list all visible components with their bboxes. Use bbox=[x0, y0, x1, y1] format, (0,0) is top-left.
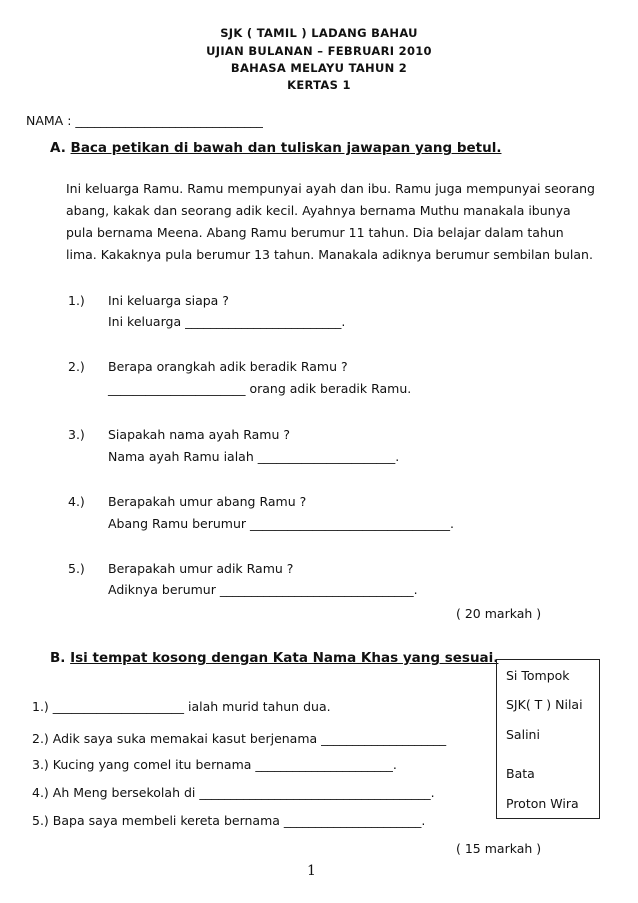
section-b-heading bbox=[50, 650, 498, 666]
section-b-marks: ( 15 markah ) bbox=[456, 841, 542, 856]
passage-line: lima. Kakaknya pula berumur 13 tahun. Manakala adiknya berumur sembilan bulan. bbox=[66, 247, 593, 262]
section-b-title: Isi tempat kosong dengan Kata Nama Khas yang sesuai. bbox=[70, 650, 499, 666]
word-bank-item: Salini bbox=[506, 727, 540, 742]
word-bank-item: Proton Wira bbox=[506, 796, 579, 811]
section-b-letter: B. bbox=[50, 650, 66, 666]
word-bank-item: Si Tompok bbox=[506, 668, 570, 683]
word-bank-item: SJK( T ) Nilai bbox=[506, 697, 583, 712]
fill-in-item[interactable]: 4.) Ah Meng bersekolah di _____________________________________. bbox=[32, 785, 435, 800]
question-text: Berapakah umur adik Ramu ? bbox=[108, 561, 294, 576]
section-a-title: Baca petikan di bawah dan tuliskan jawapan yang betul. bbox=[70, 140, 502, 156]
question-number: 5.) bbox=[68, 561, 85, 576]
answer-line[interactable]: Nama ayah Ramu ialah ______________________. bbox=[108, 449, 400, 464]
passage-line: pula bernama Meena. Abang Ramu berumur 11 tahun. Dia belajar dalam tahun bbox=[66, 225, 564, 240]
school-name: SJK ( TAMIL ) LADANG BAHAU bbox=[220, 26, 418, 40]
section-a-marks: ( 20 markah ) bbox=[456, 606, 542, 621]
word-bank-box bbox=[496, 659, 600, 819]
subject-title: BAHASA MELAYU TAHUN 2 bbox=[230, 61, 408, 75]
answer-line[interactable]: Abang Ramu berumur ________________________________. bbox=[108, 516, 454, 531]
exam-title: UJIAN BULANAN – FEBRUARI 2010 bbox=[206, 44, 432, 58]
answer-line[interactable]: Ini keluarga _________________________. bbox=[108, 314, 346, 329]
question-text: Berapakah umur abang Ramu ? bbox=[108, 494, 307, 509]
question-number: 2.) bbox=[68, 359, 85, 374]
name-field-label: NAMA : ______________________________ bbox=[26, 113, 263, 128]
fill-in-item[interactable]: 2.) Adik saya suka memakai kasut berjenama ____________________ bbox=[32, 731, 447, 746]
answer-line[interactable]: ______________________ orang adik beradik Ramu. bbox=[108, 381, 412, 396]
passage-line: Ini keluarga Ramu. Ramu mempunyai ayah dan ibu. Ramu juga mempunyai seorang bbox=[66, 181, 595, 196]
question-text: Siapakah nama ayah Ramu ? bbox=[108, 427, 291, 442]
word-bank-item: Bata bbox=[506, 766, 535, 781]
paper-title: KERTAS 1 bbox=[287, 78, 351, 92]
section-a-letter: A. bbox=[50, 140, 66, 156]
answer-line[interactable]: Adiknya berumur _______________________________. bbox=[108, 582, 418, 597]
section-a-heading bbox=[50, 140, 501, 156]
question-number: 1.) bbox=[68, 293, 85, 308]
passage-line: abang, kakak dan seorang adik kecil. Ayahnya bernama Muthu manakala ibunya bbox=[66, 203, 571, 218]
question-number: 4.) bbox=[68, 494, 85, 509]
fill-in-item[interactable]: 5.) Bapa saya membeli kereta bernama ______________________. bbox=[32, 813, 426, 828]
question-number: 3.) bbox=[68, 427, 85, 442]
page-number: 1 bbox=[307, 863, 316, 879]
question-text: Ini keluarga siapa ? bbox=[108, 293, 229, 308]
fill-in-item[interactable]: 1.) _____________________ ialah murid tahun dua. bbox=[32, 699, 331, 714]
question-text: Berapa orangkah adik beradik Ramu ? bbox=[108, 359, 348, 374]
fill-in-item[interactable]: 3.) Kucing yang comel itu bernama ______________________. bbox=[32, 757, 397, 772]
reading-passage bbox=[66, 178, 595, 266]
